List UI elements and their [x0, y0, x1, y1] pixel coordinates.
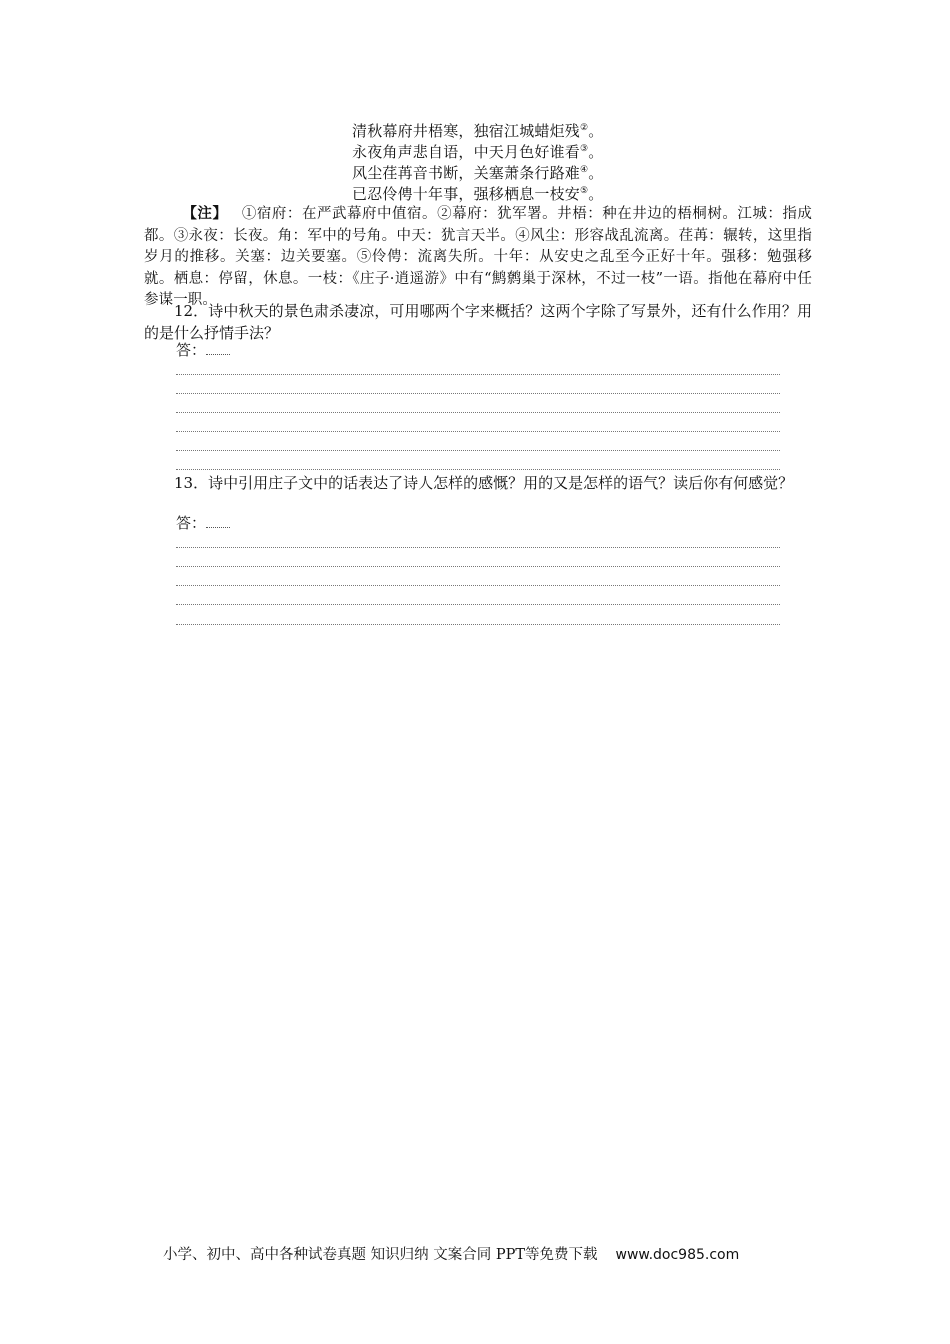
answer-line[interactable]	[176, 393, 780, 394]
question-13: 13．诗中引用庄子文中的话表达了诗人怎样的感慨？用的又是怎样的语气？读后你有何感觉？	[174, 474, 794, 492]
poem-line: 永夜角声悲自语，中天月色好谁看③。	[352, 143, 604, 161]
footer-text: 小学、初中、高中各种试卷真题 知识归纳 文案合同 PPT等免费下载	[163, 1247, 598, 1263]
answer-label-12: 答：	[176, 340, 230, 360]
answer-line[interactable]	[176, 585, 780, 586]
poem	[352, 121, 682, 205]
answer-blank[interactable]	[206, 514, 230, 528]
answer-line[interactable]	[176, 412, 780, 413]
answer-blank[interactable]	[206, 341, 230, 355]
question-12: 12．诗中秋天的景色肃杀凄凉，可用哪两个字来概括？这两个字除了写景外，还有什么作用？用的是什么抒情手法？	[144, 302, 812, 342]
poem-line: 清秋幕府井梧寒，独宿江城蜡炬残②。	[352, 122, 604, 140]
poem-notes	[144, 203, 812, 312]
poem-line: 风尘荏苒音书断，关塞萧条行路难④。	[352, 164, 604, 182]
answer-line[interactable]	[176, 566, 780, 567]
footnote-marker: ④	[580, 165, 589, 175]
notes-text: ①宿府：在严武幕府中值宿。②幕府：犹军署。井梧：种在井边的梧桐树。江城：指成都。③永夜：长夜。角：军中的号角。中天：犹言天半。④风尘：形容战乱流离。荏苒：辗转，这里指岁月的推移。关塞：边关要塞。⑤伶俜：流离失所。十年：从安史之乱至今正好十年。强移：勉强移就。栖息：停留，休息。一枝：《庄子·逍遥游》中有“鹪鹩巢于深林，不过一枝”一语。指他在幕府中任参谋一职。	[144, 206, 812, 308]
footnote-marker: ②	[580, 123, 589, 133]
answer-line[interactable]	[176, 431, 780, 432]
answer-line[interactable]	[176, 469, 780, 470]
notes-label: 【注】	[182, 205, 228, 222]
answer-line[interactable]	[176, 624, 780, 625]
answer-line[interactable]	[176, 604, 780, 605]
page-footer	[163, 1245, 739, 1265]
footer-site-link[interactable]: www.doc985.com	[615, 1247, 740, 1263]
footnote-marker: ⑤	[580, 186, 589, 196]
answer-line[interactable]	[176, 547, 780, 548]
answer-line[interactable]	[176, 374, 780, 375]
answer-label-13: 答：	[176, 513, 230, 533]
answer-line[interactable]	[176, 450, 780, 451]
footnote-marker: ③	[580, 144, 589, 154]
poem-line: 已忍伶俜十年事，强移栖息一枝安⑤。	[352, 185, 604, 203]
